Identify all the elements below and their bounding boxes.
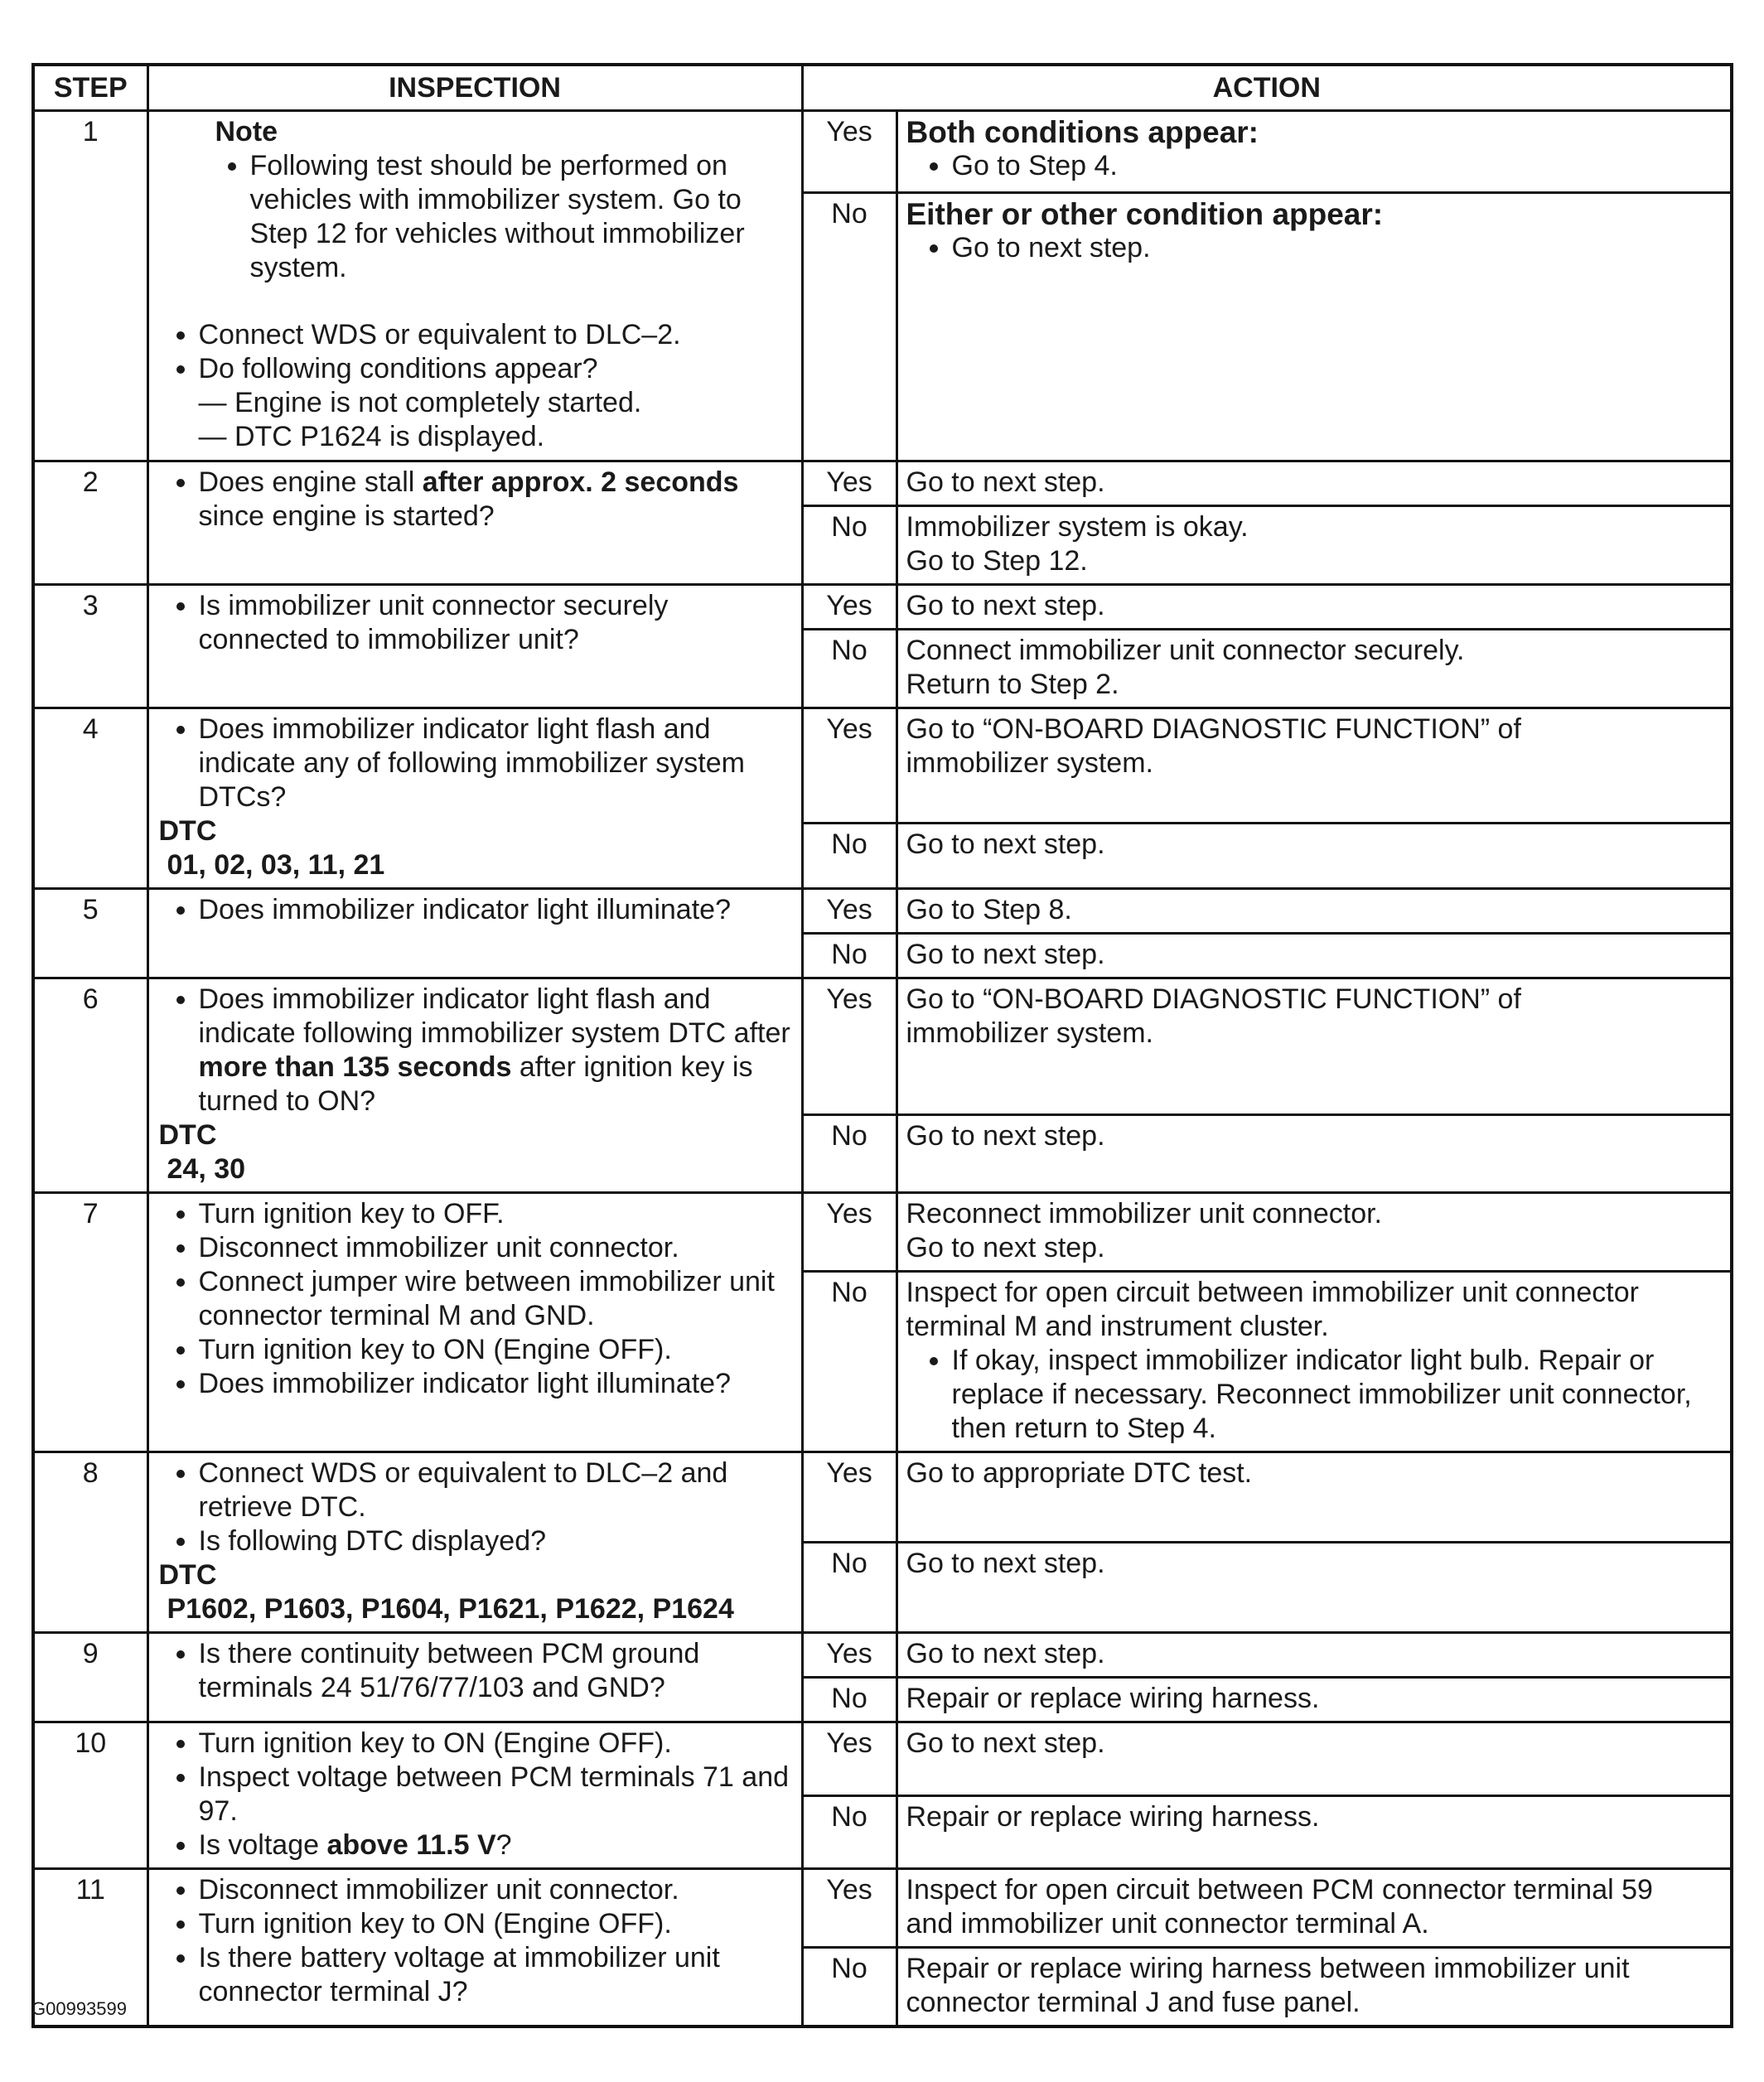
step-number: 1 [33,111,147,461]
dtc-codes: 24, 30 [167,1153,246,1185]
inspection-bullet: • Inspect voltage between PCM terminals 71 and 97. [199,1761,793,1828]
step-4-yes-row [33,708,1732,824]
inspection-bullet: • Turn ignition key to OFF. [199,1197,793,1231]
yes-action [896,111,1732,193]
action-bullet: • If okay, inspect immobilizer indicator light bulb. Repair or replace if necessary. Reconnect immobilizer unit connector, then return to Step 4. [952,1344,1723,1446]
yes-action [896,1869,1732,1948]
step-5-yes-row [33,889,1732,934]
no-action [896,1543,1732,1633]
no-action [896,934,1732,978]
action-heading: Both conditions appear: [906,115,1259,149]
yes-label: Yes [802,111,896,193]
action-line: Go to next step. [906,1120,1105,1152]
emphasis-text: after approx. 2 seconds [422,466,739,498]
no-label: No [802,823,896,888]
no-label: No [802,934,896,978]
action-line: and immobilizer unit connector terminal A. [906,1908,1429,1939]
action-line: immobilizer system. [906,1017,1153,1049]
no-action [896,193,1732,461]
inspection-bullet: • Does engine stall after approx. 2 seconds since engine is started? [199,466,793,534]
no-label: No [802,1115,896,1193]
inspection-bullet: • Connect WDS or equivalent to DLC–2. [199,318,793,352]
yes-label: Yes [802,1869,896,1948]
header-action: ACTION [802,65,1732,111]
yes-action [896,1193,1732,1272]
inspection-bullet: • Does immobilizer indicator light flash and indicate any of following immobilizer system DTCs? [199,713,793,814]
action-line: immobilizer system. [906,747,1153,779]
yes-label: Yes [802,1193,896,1272]
inspection-cell [147,1722,802,1869]
step-11-yes-row [33,1869,1732,1948]
diagnostic-table [31,63,1733,2028]
no-label: No [802,1272,896,1452]
inspection-bullet: • Disconnect immobilizer unit connector. [199,1873,793,1907]
action-line: Go to next step. [906,1638,1105,1669]
inspection-bullets [157,318,793,386]
action-line: Go to next step. [906,828,1105,860]
action-bullets [906,149,1723,183]
no-action [896,823,1732,888]
inspection-bullet: • Connect jumper wire between immobilizer unit connector terminal M and GND. [199,1265,793,1333]
header-row [33,65,1732,111]
action-bullet: • Go to Step 4. [952,149,1723,183]
action-line: Go to next step. [906,1548,1105,1579]
action-line: Connect immobilizer unit connector securely. [906,635,1465,666]
figure-code: G00993599 [31,1998,127,2019]
inspection-bullet: • Is immobilizer unit connector securely connected to immobilizer unit? [199,589,793,657]
dtc-codes: 01, 02, 03, 11, 21 [167,849,385,881]
dtc-label: DTC [158,815,217,847]
action-bullets [906,1344,1723,1446]
action-line: Go to “ON-BOARD DIAGNOSTIC FUNCTION” of [906,983,1521,1015]
action-line: Repair or replace wiring harness. [906,1683,1320,1714]
inspection-cell [147,585,802,708]
action-line: Immobilizer system is okay. [906,511,1249,543]
step-6-yes-row [33,978,1732,1115]
diagnostic-table-container [31,63,1730,2028]
yes-label: Yes [802,978,896,1115]
dtc-label: DTC [158,1119,217,1151]
dtc-label: DTC [158,1559,217,1591]
step-number: 7 [33,1193,147,1452]
yes-label: Yes [802,1452,896,1543]
inspection-bullets [157,1456,793,1558]
condition-line: — DTC P1624 is displayed. [198,421,545,452]
header-step: STEP [33,65,147,111]
action-line: Reconnect immobilizer unit connector. [906,1198,1382,1229]
step-2-yes-row [33,461,1732,506]
no-label: No [802,1543,896,1633]
action-line: Go to next step. [906,1232,1105,1263]
step-number: 4 [33,708,147,889]
no-action [896,1795,1732,1869]
inspection-cell [147,708,802,889]
yes-action [896,585,1732,630]
inspection-bullet: • Does immobilizer indicator light flash and indicate following immobilizer system DTC after more than 135 seconds after ignition key is turned to ON? [199,983,793,1118]
dtc-codes: P1602, P1603, P1604, P1621, P1622, P1624 [167,1593,734,1625]
step-number: 10 [33,1722,147,1869]
yes-label: Yes [802,1633,896,1678]
inspection-bullet: • Does immobilizer indicator light illuminate? [199,1367,793,1401]
inspection-cell [147,1452,802,1633]
inspection-bullets [157,1727,793,1862]
action-line: Repair or replace wiring harness. [906,1800,1320,1833]
inspection-cell [147,1633,802,1722]
yes-action [896,708,1732,824]
step-10-yes-row [33,1722,1732,1796]
step-number: 8 [33,1452,147,1633]
inspection-cell [147,461,802,585]
inspection-cell [147,111,802,461]
no-action [896,630,1732,708]
no-label: No [802,630,896,708]
yes-action [896,461,1732,506]
no-label: No [802,1678,896,1722]
inspection-bullets [157,1197,793,1401]
yes-action [896,889,1732,934]
inspection-bullet: • Is following DTC displayed? [199,1524,793,1558]
inspection-cell [147,1193,802,1452]
note-title: Note [215,116,278,147]
inspection-cell [147,978,802,1193]
action-line: Go to appropriate DTC test. [906,1457,1253,1489]
action-line: Return to Step 2. [906,669,1119,700]
yes-label: Yes [802,1722,896,1796]
step-3-yes-row [33,585,1732,630]
action-line: Repair or replace wiring harness between immobilizer unit [906,1953,1630,1984]
action-line: terminal M and instrument cluster. [906,1311,1329,1342]
note-list [157,149,793,285]
yes-label: Yes [802,889,896,934]
emphasis-text: above 11.5 V [326,1829,496,1861]
action-line: Go to next step. [906,1727,1105,1759]
step-number: 5 [33,889,147,978]
action-line: Inspect for open circuit between immobilizer unit connector [906,1277,1639,1308]
note-bullet: • Following test should be performed on vehicles with immobilizer system. Go to Step 12 for vehicles without immobilizer system. [250,149,793,285]
yes-action [896,1633,1732,1678]
action-line: Go to next step. [906,590,1105,621]
inspection-bullet: • Connect WDS or equivalent to DLC–2 and retrieve DTC. [199,1456,793,1524]
header-inspection: INSPECTION [147,65,802,111]
inspection-bullet: • Do following conditions appear? [199,352,793,386]
action-heading: Either or other condition appear: [906,197,1384,231]
action-line: Go to Step 12. [906,545,1088,577]
action-bullets [906,231,1723,265]
no-action [896,1115,1732,1193]
inspection-bullet: • Turn ignition key to ON (Engine OFF). [199,1907,793,1941]
inspection-bullet: • Is voltage above 11.5 V? [199,1828,793,1862]
step-1-yes-row [33,111,1732,193]
yes-label: Yes [802,461,896,506]
no-label: No [802,193,896,461]
step-number: 9 [33,1633,147,1722]
no-label: No [802,1948,896,2027]
yes-label: Yes [802,585,896,630]
yes-action [896,1452,1732,1543]
inspection-bullet: • Disconnect immobilizer unit connector. [199,1231,793,1265]
step-number: 2 [33,461,147,585]
yes-label: Yes [802,708,896,824]
no-label: No [802,506,896,585]
step-number: 6 [33,978,147,1193]
step-7-yes-row [33,1193,1732,1272]
inspection-bullet: • Is there battery voltage at immobilizer unit connector terminal J? [199,1941,793,2009]
no-label: No [802,1795,896,1869]
action-line: Inspect for open circuit between PCM connector terminal 59 [906,1874,1653,1906]
action-line: Go to Step 8. [906,894,1072,925]
yes-action [896,1722,1732,1796]
action-line: connector terminal J and fuse panel. [906,1987,1360,2018]
inspection-cell [147,1869,802,2027]
step-8-yes-row [33,1452,1732,1543]
action-line: Go to next step. [906,939,1105,970]
no-action [896,1272,1732,1452]
action-bullet: • Go to next step. [952,231,1723,265]
inspection-cell [147,889,802,978]
yes-action [896,978,1732,1115]
no-action [896,1948,1732,2027]
action-line: Go to “ON-BOARD DIAGNOSTIC FUNCTION” of [906,713,1521,745]
condition-line: — Engine is not completely started. [198,387,642,418]
no-action [896,1678,1732,1722]
emphasis-text: more than 135 seconds [198,1051,512,1083]
step-number: 11 [33,1869,147,2027]
no-action [896,506,1732,585]
inspection-bullets [157,1873,793,2009]
inspection-bullet: • Does immobilizer indicator light illuminate? [199,893,793,927]
inspection-bullet: • Turn ignition key to ON (Engine OFF). [199,1727,793,1761]
inspection-bullet: • Turn ignition key to ON (Engine OFF). [199,1333,793,1367]
inspection-bullet: • Is there continuity between PCM ground terminals 24 51/76/77/103 and GND? [199,1637,793,1705]
action-line: Go to next step. [906,466,1105,498]
step-9-yes-row [33,1633,1732,1678]
step-number: 3 [33,585,147,708]
